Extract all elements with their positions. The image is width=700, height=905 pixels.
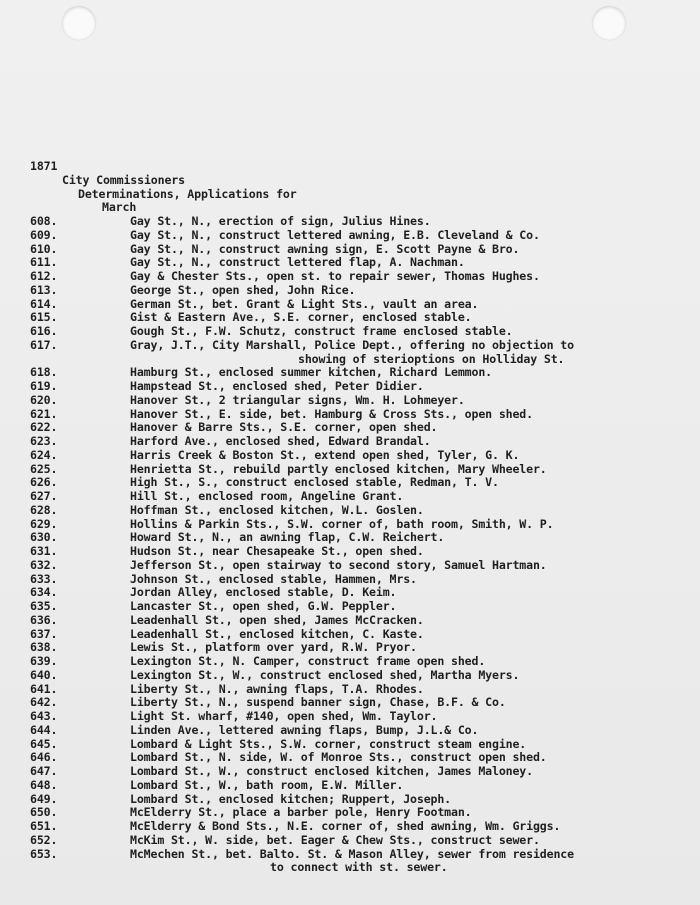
entry-row xyxy=(0,339,700,353)
entry-row xyxy=(0,724,700,738)
entry-number: 610. xyxy=(30,241,58,256)
entry-row xyxy=(0,518,700,532)
entry-text: Hanover & Barre Sts., S.E. corner, open shed. xyxy=(130,420,438,435)
entry-number: 617. xyxy=(30,337,58,352)
entry-number: 631. xyxy=(30,544,58,558)
entry-text: Hampstead St., enclosed shed, Peter Didier. xyxy=(130,379,424,393)
entry-row xyxy=(0,779,700,793)
entry-continuation: to connect with st. sewer. xyxy=(270,860,448,875)
entry-number: 648. xyxy=(30,777,58,792)
entry-row xyxy=(0,669,700,683)
entry-text: Light St. wharf, #140, open shed, Wm. Taylor. xyxy=(130,709,438,723)
entry-row xyxy=(0,421,700,435)
entry-number: 616. xyxy=(30,324,58,338)
entry-row xyxy=(0,504,700,518)
entry-text: McElderry St., place a barber pole, Henry Footman. xyxy=(130,805,472,820)
entry-number: 646. xyxy=(30,750,58,765)
typed-index-text xyxy=(0,160,700,875)
entry-text: Jefferson St., open stairway to second story, Samuel Hartman. xyxy=(130,557,547,572)
entry-text: Gay St., N., erection of sign, Julius Hines. xyxy=(130,214,431,228)
entry-text: Hoffman St., enclosed kitchen, W.L. Goslen. xyxy=(130,502,424,517)
entry-text: German St., bet. Grant & Light Sts., vault an area. xyxy=(130,296,479,311)
entry-text: High St., S., construct enclosed stable, Redman, T. V. xyxy=(130,475,499,490)
entry-row xyxy=(0,793,700,807)
entry-number: 609. xyxy=(30,227,58,242)
entry-text: Lewis St., platform over yard, R.W. Pryor. xyxy=(130,640,417,655)
entry-number: 652. xyxy=(30,832,58,847)
entry-row xyxy=(0,586,700,600)
entry-number: 642. xyxy=(30,695,58,710)
entry-row xyxy=(0,380,700,394)
entry-row xyxy=(0,435,700,449)
entry-continuation: showing of sterioptions on Holliday St. xyxy=(298,351,565,366)
entry-number: 649. xyxy=(30,791,58,806)
entry-number: 611. xyxy=(30,255,58,270)
entry-number: 619. xyxy=(30,379,58,393)
entry-row xyxy=(0,848,700,862)
entry-row xyxy=(0,751,700,765)
section-heading: City Commissioners xyxy=(62,172,185,187)
entry-text: Jordan Alley, enclosed stable, D. Keim. xyxy=(130,585,397,600)
entry-number: 613. xyxy=(30,282,58,297)
entry-text: Henrietta St., rebuild partly enclosed kitchen, Mary Wheeler. xyxy=(130,461,547,476)
entry-row xyxy=(0,545,700,559)
entry-row xyxy=(0,311,700,325)
entry-number: 621. xyxy=(30,406,58,421)
entry-text: Hill St., enclosed room, Angeline Grant. xyxy=(130,489,404,503)
entry-text: Leadenhall St., open shed, James McCracken. xyxy=(130,612,424,627)
entry-text: Liberty St., N., suspend banner sign, Chase, B.F. & Co. xyxy=(130,695,506,710)
entry-row xyxy=(0,256,700,270)
punch-hole-left xyxy=(62,6,96,40)
entry-row xyxy=(0,806,700,820)
entry-row xyxy=(0,765,700,779)
entry-row xyxy=(0,270,700,284)
entry-number: 626. xyxy=(30,475,58,490)
entry-text: Leadenhall St., enclosed kitchen, C. Kaste. xyxy=(130,626,424,641)
entry-row xyxy=(0,710,700,724)
entry-text: Lombard St., N. side, W. of Monroe Sts., construct open shed. xyxy=(130,750,547,765)
entry-text: Lombard St., enclosed kitchen; Ruppert, Joseph. xyxy=(130,791,452,806)
entry-row xyxy=(0,559,700,573)
entry-row xyxy=(0,463,700,477)
entry-row xyxy=(0,243,700,257)
entry-text: Hudson St., near Chesapeake St., open shed. xyxy=(130,544,424,558)
entry-number: 628. xyxy=(30,502,58,517)
entry-text: Lexington St., N. Camper, construct frame open shed. xyxy=(130,654,486,668)
entry-row xyxy=(0,284,700,298)
entry-row xyxy=(0,394,700,408)
entry-number: 644. xyxy=(30,722,58,737)
entry-row xyxy=(0,325,700,339)
entry-number: 637. xyxy=(30,626,58,641)
entry-number: 650. xyxy=(30,805,58,820)
entry-number: 653. xyxy=(30,846,58,861)
entry-number: 638. xyxy=(30,640,58,655)
entry-text: Harris Creek & Boston St., extend open shed, Tyler, G. K. xyxy=(130,447,520,462)
entry-number: 651. xyxy=(30,819,58,833)
entry-row xyxy=(0,834,700,848)
entry-row xyxy=(0,408,700,422)
entry-number: 630. xyxy=(30,530,58,545)
entry-number: 614. xyxy=(30,296,58,311)
entry-text: Gist & Eastern Ave., S.E. corner, enclosed stable. xyxy=(130,310,472,325)
entry-number: 612. xyxy=(30,269,58,283)
entry-number: 624. xyxy=(30,447,58,462)
entry-text: Lombard St., W., construct enclosed kitchen, James Maloney. xyxy=(130,764,533,778)
entry-row xyxy=(0,628,700,642)
entry-row xyxy=(0,449,700,463)
entry-row xyxy=(0,573,700,587)
entry-text: Gray, J.T., City Marshall, Police Dept., offering no objection to xyxy=(130,337,574,352)
year-heading: 1871 xyxy=(30,159,58,173)
entry-text: Lombard St., W., bath room, E.W. Miller. xyxy=(130,777,404,792)
entry-number: 643. xyxy=(30,709,58,723)
entry-row xyxy=(0,490,700,504)
punch-hole-right xyxy=(592,6,626,40)
entry-text: Lombard & Light Sts., S.W. corner, construct steam engine. xyxy=(130,736,527,751)
entry-row xyxy=(0,655,700,669)
entry-row xyxy=(0,614,700,628)
entry-text: Gay St., N., construct awning sign, E. Scott Payne & Bro. xyxy=(130,241,520,256)
entry-text: Howard St., N., an awning flap, C.W. Reichert. xyxy=(130,530,445,545)
entry-text: McKim St., W. side, bet. Eager & Chew Sts., construct sewer. xyxy=(130,832,540,847)
entry-row xyxy=(0,531,700,545)
entry-row xyxy=(0,476,700,490)
entry-number: 634. xyxy=(30,585,58,600)
entry-text: McElderry & Bond Sts., N.E. corner of, shed awning, Wm. Griggs. xyxy=(130,819,561,833)
entry-number: 641. xyxy=(30,681,58,696)
month-heading: March xyxy=(102,200,137,215)
entry-number: 640. xyxy=(30,667,58,682)
entry-number: 618. xyxy=(30,365,58,380)
entry-row xyxy=(0,229,700,243)
entry-text: Linden Ave., lettered awning flaps, Bump, J.L.& Co. xyxy=(130,722,479,737)
entry-row xyxy=(0,641,700,655)
entry-number: 622. xyxy=(30,420,58,435)
entry-number: 639. xyxy=(30,654,58,668)
entry-text: George St., open shed, John Rice. xyxy=(130,282,356,297)
entry-number: 647. xyxy=(30,764,58,778)
entry-text: Gough St., F.W. Schutz, construct frame enclosed stable. xyxy=(130,324,513,338)
entry-text: Hollins & Parkin Sts., S.W. corner of, bath room, Smith, W. P. xyxy=(130,516,554,531)
subsection-heading: Determinations, Applications for xyxy=(78,186,297,201)
entry-list xyxy=(0,215,700,875)
entry-text: Hanover St., 2 triangular signs, Wm. H. Lohmeyer. xyxy=(130,392,465,407)
entry-text: Harford Ave., enclosed shed, Edward Brandal. xyxy=(130,434,431,448)
entry-number: 625. xyxy=(30,461,58,476)
entry-text: Hanover St., E. side, bet. Hamburg & Cross Sts., open shed. xyxy=(130,406,533,421)
entry-row xyxy=(0,600,700,614)
entry-number: 633. xyxy=(30,571,58,586)
entry-text: McMechen St., bet. Balto. St. & Mason Alley, sewer from residence xyxy=(130,846,574,861)
entry-text: Hamburg St., enclosed summer kitchen, Richard Lemmon. xyxy=(130,365,492,380)
entry-text: Gay & Chester Sts., open st. to repair sewer, Thomas Hughes. xyxy=(130,269,540,283)
entry-number: 629. xyxy=(30,516,58,531)
entry-text: Liberty St., N., awning flaps, T.A. Rhodes. xyxy=(130,681,424,696)
entry-number: 615. xyxy=(30,310,58,325)
entry-number: 636. xyxy=(30,612,58,627)
entry-row xyxy=(0,366,700,380)
entry-row xyxy=(0,683,700,697)
entry-number: 632. xyxy=(30,557,58,572)
entry-row xyxy=(0,696,700,710)
entry-number: 623. xyxy=(30,434,58,448)
entry-number: 608. xyxy=(30,214,58,228)
entry-row xyxy=(0,820,700,834)
entry-number: 620. xyxy=(30,392,58,407)
entry-row xyxy=(0,298,700,312)
entry-row xyxy=(0,215,700,229)
entry-number: 635. xyxy=(30,599,58,613)
entry-row xyxy=(0,738,700,752)
entry-text: Gay St., N., construct lettered awning, E.B. Cleveland & Co. xyxy=(130,227,540,242)
entry-text: Johnson St., enclosed stable, Hammen, Mrs. xyxy=(130,571,417,586)
entry-text: Gay St., N., construct lettered flap, A. Nachman. xyxy=(130,255,465,270)
entry-number: 627. xyxy=(30,489,58,503)
entry-number: 645. xyxy=(30,736,58,751)
entry-text: Lexington St., W., construct enclosed shed, Martha Myers. xyxy=(130,667,520,682)
entry-text: Lancaster St., open shed, G.W. Peppler. xyxy=(130,599,397,613)
